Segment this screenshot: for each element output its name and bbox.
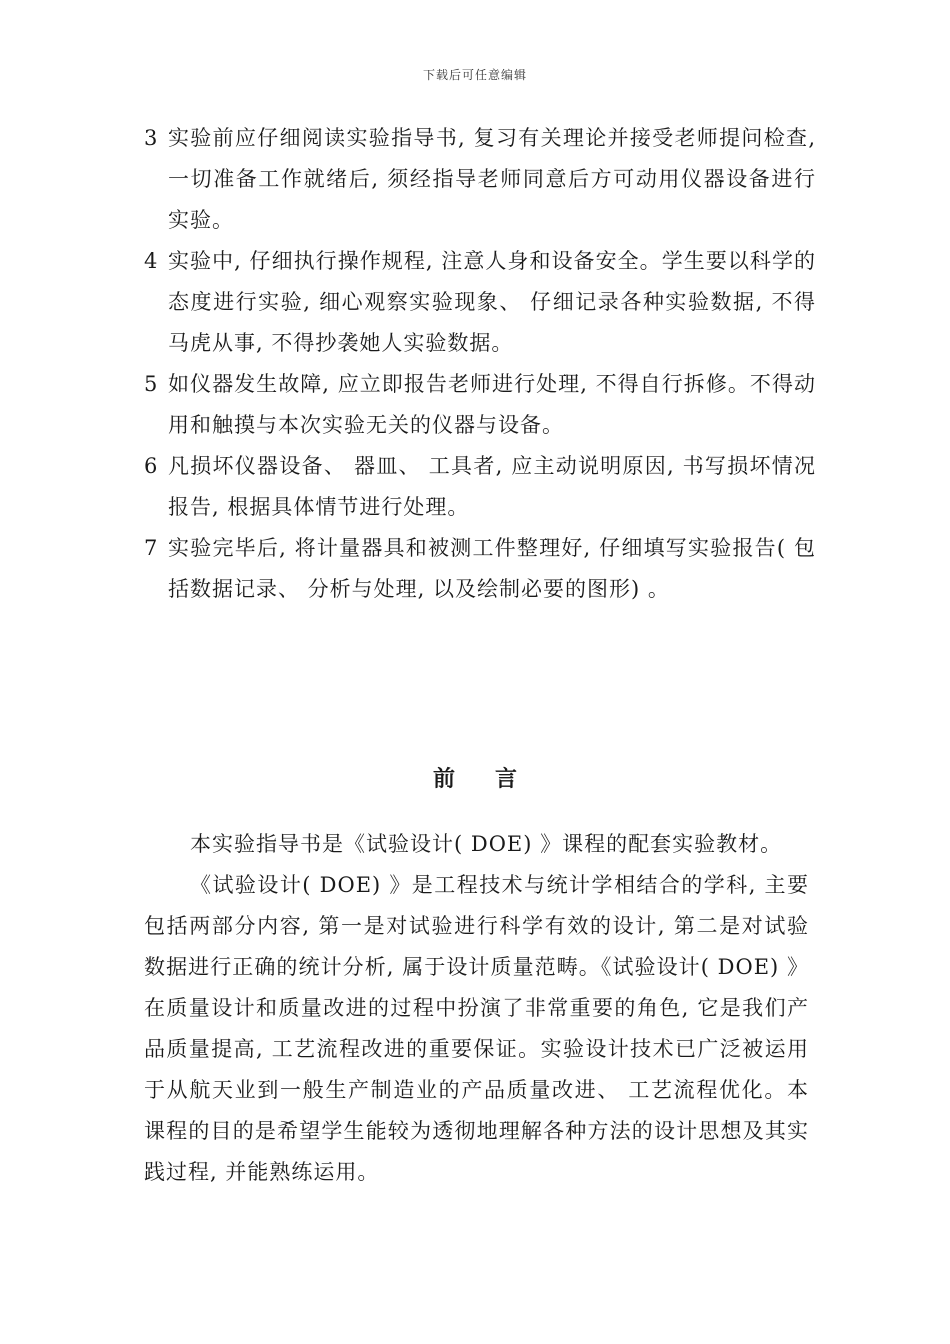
- rule-item: [144, 241, 816, 364]
- rule-number: 3: [144, 126, 159, 150]
- rule-text: 实验前应仔细阅读实验指导书, 复习有关理论并接受老师提问检查, 一切准备工作就绪后, 须经指导老师同意后方可动用仪器设备进行实验。: [168, 126, 816, 232]
- rule-item: [144, 528, 816, 610]
- preface-paragraph: 《试验设计( DOE) 》是工程技术与统计学相结合的学科, 主要包括两部分内容, 第一是对试验进行科学有效的设计, 第二是对试验数据进行正确的统计分析, 属于设计质量范畴。《试验设计( DOE) 》在质量设计和质量改进的过程中扮演了非常重要的角色, 它是我们产品质量提高, 工艺流程改进的重要保证。实验设计技术已广泛被运用于从航天业到一般生产制造业的产品质量改进、 工艺流程优化。本课程的目的是希望学生能较为透彻地理解各种方法的设计思想及其实践过程, 并能熟练运用。: [144, 873, 809, 1184]
- preface-paragraph: 本实验指导书是《试验设计( DOE) 》课程的配套实验教材。: [190, 832, 783, 856]
- rule-number: 7: [144, 536, 159, 560]
- header-note: 下载后可任意编辑: [422, 68, 527, 82]
- rule-text: 凡损坏仪器设备、 器皿、 工具者, 应主动说明原因, 书写损坏情况报告, 根据具体情节进行处理。: [168, 454, 816, 519]
- rule-item: [144, 446, 816, 528]
- preface-body: [144, 824, 809, 1193]
- rule-number: 6: [144, 454, 159, 478]
- rule-item: [144, 118, 816, 241]
- preface-title: 前言: [432, 766, 557, 792]
- rule-number: 4: [144, 249, 159, 273]
- rule-text: 实验完毕后, 将计量器具和被测工件整理好, 仔细填写实验报告( 包括数据记录、 分析与处理, 以及绘制必要的图形) 。: [168, 536, 816, 601]
- rule-text: 如仪器发生故障, 应立即报告老师进行处理, 不得自行拆修。不得动用和触摸与本次实验无关的仪器与设备。: [168, 372, 816, 437]
- rules-list: [144, 118, 816, 610]
- rule-number: 5: [144, 372, 159, 396]
- rule-text: 实验中, 仔细执行操作规程, 注意人身和设备安全。学生要以科学的态度进行实验, 细心观察实验现象、 仔细记录各种实验数据, 不得马虎从事, 不得抄袭她人实验数据。: [168, 249, 816, 355]
- rule-item: [144, 364, 816, 446]
